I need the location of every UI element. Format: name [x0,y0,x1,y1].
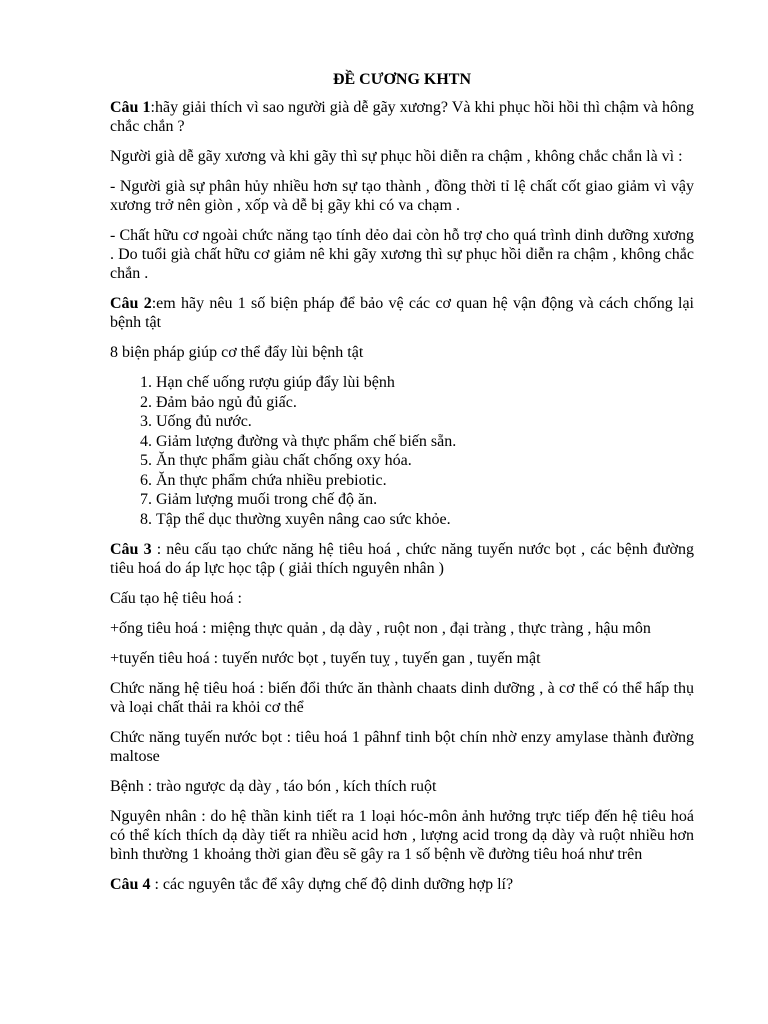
list-item: 5. Ăn thực phẩm giàu chất chống oxy hóa. [156,451,694,471]
answer-3-paragraph: Cấu tạo hệ tiêu hoá : [110,590,242,607]
answer-1-point-1: - Người già sự phân hủy nhiều hơn sự tạo thành , đồng thời tỉ lệ chất cốt giao giảm vì vậy xương trở nên giòn , xốp và dễ bị gãy khi có va chạm . [110,178,694,214]
answer-3-paragraph: Nguyên nhân : do hệ thần kinh tiết ra 1 loại hóc-môn ảnh hưởng trực tiếp đến hệ tiêu hoá có thể kích thích dạ dày tiết ra nhiều acid hơn , lượng acid trong dạ dày và ruột nhiều hơn bình thường 1 khoảng thời gian đều sẽ gây ra 1 số bệnh về đường tiêu hoá như trên [110,808,694,863]
answer-2-list-intro: 8 biện pháp giúp cơ thể đẩy lùi bệnh tật [110,344,364,361]
list-item: 4. Giảm lượng đường và thực phẩm chế biến sẵn. [156,432,694,452]
question-1 [110,98,694,136]
list-item: 8. Tập thể dục thường xuyên nâng cao sức khỏe. [156,510,694,530]
question-3-text: : nêu cấu tạo chức năng hệ tiêu hoá , chức năng tuyến nước bọt , các bệnh đường tiêu hoá do áp lực học tập ( giải thích nguyên nhân ) [110,541,695,577]
document-title: ĐỀ CƯƠNG KHTN [332,71,472,88]
question-1-text: :hãy giải thích vì sao người già dễ gãy xương? Và khi phục hồi hồi thì chậm và hông chắc chắn ? [110,99,695,135]
question-2-text: :em hãy nêu 1 số biện pháp để bảo vệ các cơ quan hệ vận động và cách chống lại bệnh tật [110,295,695,331]
answer-3-paragraph: Chức năng hệ tiêu hoá : biến đổi thức ăn thành chaats dinh dưỡng , à cơ thể có thể hấp thụ và loại chất thải ra khỏi cơ thể [110,680,694,716]
answer-3-paragraph: +tuyến tiêu hoá : tuyến nước bọt , tuyến tuỵ , tuyến gan , tuyến mật [110,650,541,667]
question-3-label: Câu 3 [110,541,152,558]
question-2-label: Câu 2 [110,295,152,312]
question-4-text: : các nguyên tắc để xây dựng chế độ dinh dưỡng hợp lí? [150,876,514,893]
question-4-label: Câu 4 [110,876,151,893]
question-4 [110,875,694,894]
list-item: 7. Giảm lượng muối trong chế độ ăn. [156,490,694,510]
question-2 [110,294,694,332]
answer-3-paragraph: Chức năng tuyến nước bọt : tiêu hoá 1 pâhnf tinh bột chín nhờ enzy amylase thành đường maltose [110,729,694,765]
question-3 [110,540,694,578]
answer-1-intro: Người già dễ gãy xương và khi gãy thì sự phục hồi diễn ra chậm , không chắc chắn là vì : [110,148,683,165]
list-item: 1. Hạn chế uống rượu giúp đẩy lùi bệnh [156,373,694,393]
answer-3-paragraph: +ống tiêu hoá : miệng thực quản , dạ dày , ruột non , đại tràng , thực tràng , hậu môn [110,620,651,637]
answer-3-paragraph: Bệnh : trào ngược dạ dày , táo bón , kích thích ruột [110,778,437,795]
list-item: 2. Đảm bảo ngủ đủ giấc. [156,393,694,413]
list-item: 6. Ăn thực phẩm chứa nhiều prebiotic. [156,471,694,491]
document-page [110,70,694,905]
question-1-label: Câu 1 [110,99,151,116]
measures-list [110,373,694,529]
list-item: 3. Uống đủ nước. [156,412,694,432]
answer-1-point-2: - Chất hữu cơ ngoài chức năng tạo tính dẻo dai còn hỗ trợ cho quá trình dinh dưỡng xương . Do tuổi già chất hữu cơ giảm nê khi gãy xương thì sự phục hồi diễn ra chậm , không chắc chắn . [110,227,694,282]
